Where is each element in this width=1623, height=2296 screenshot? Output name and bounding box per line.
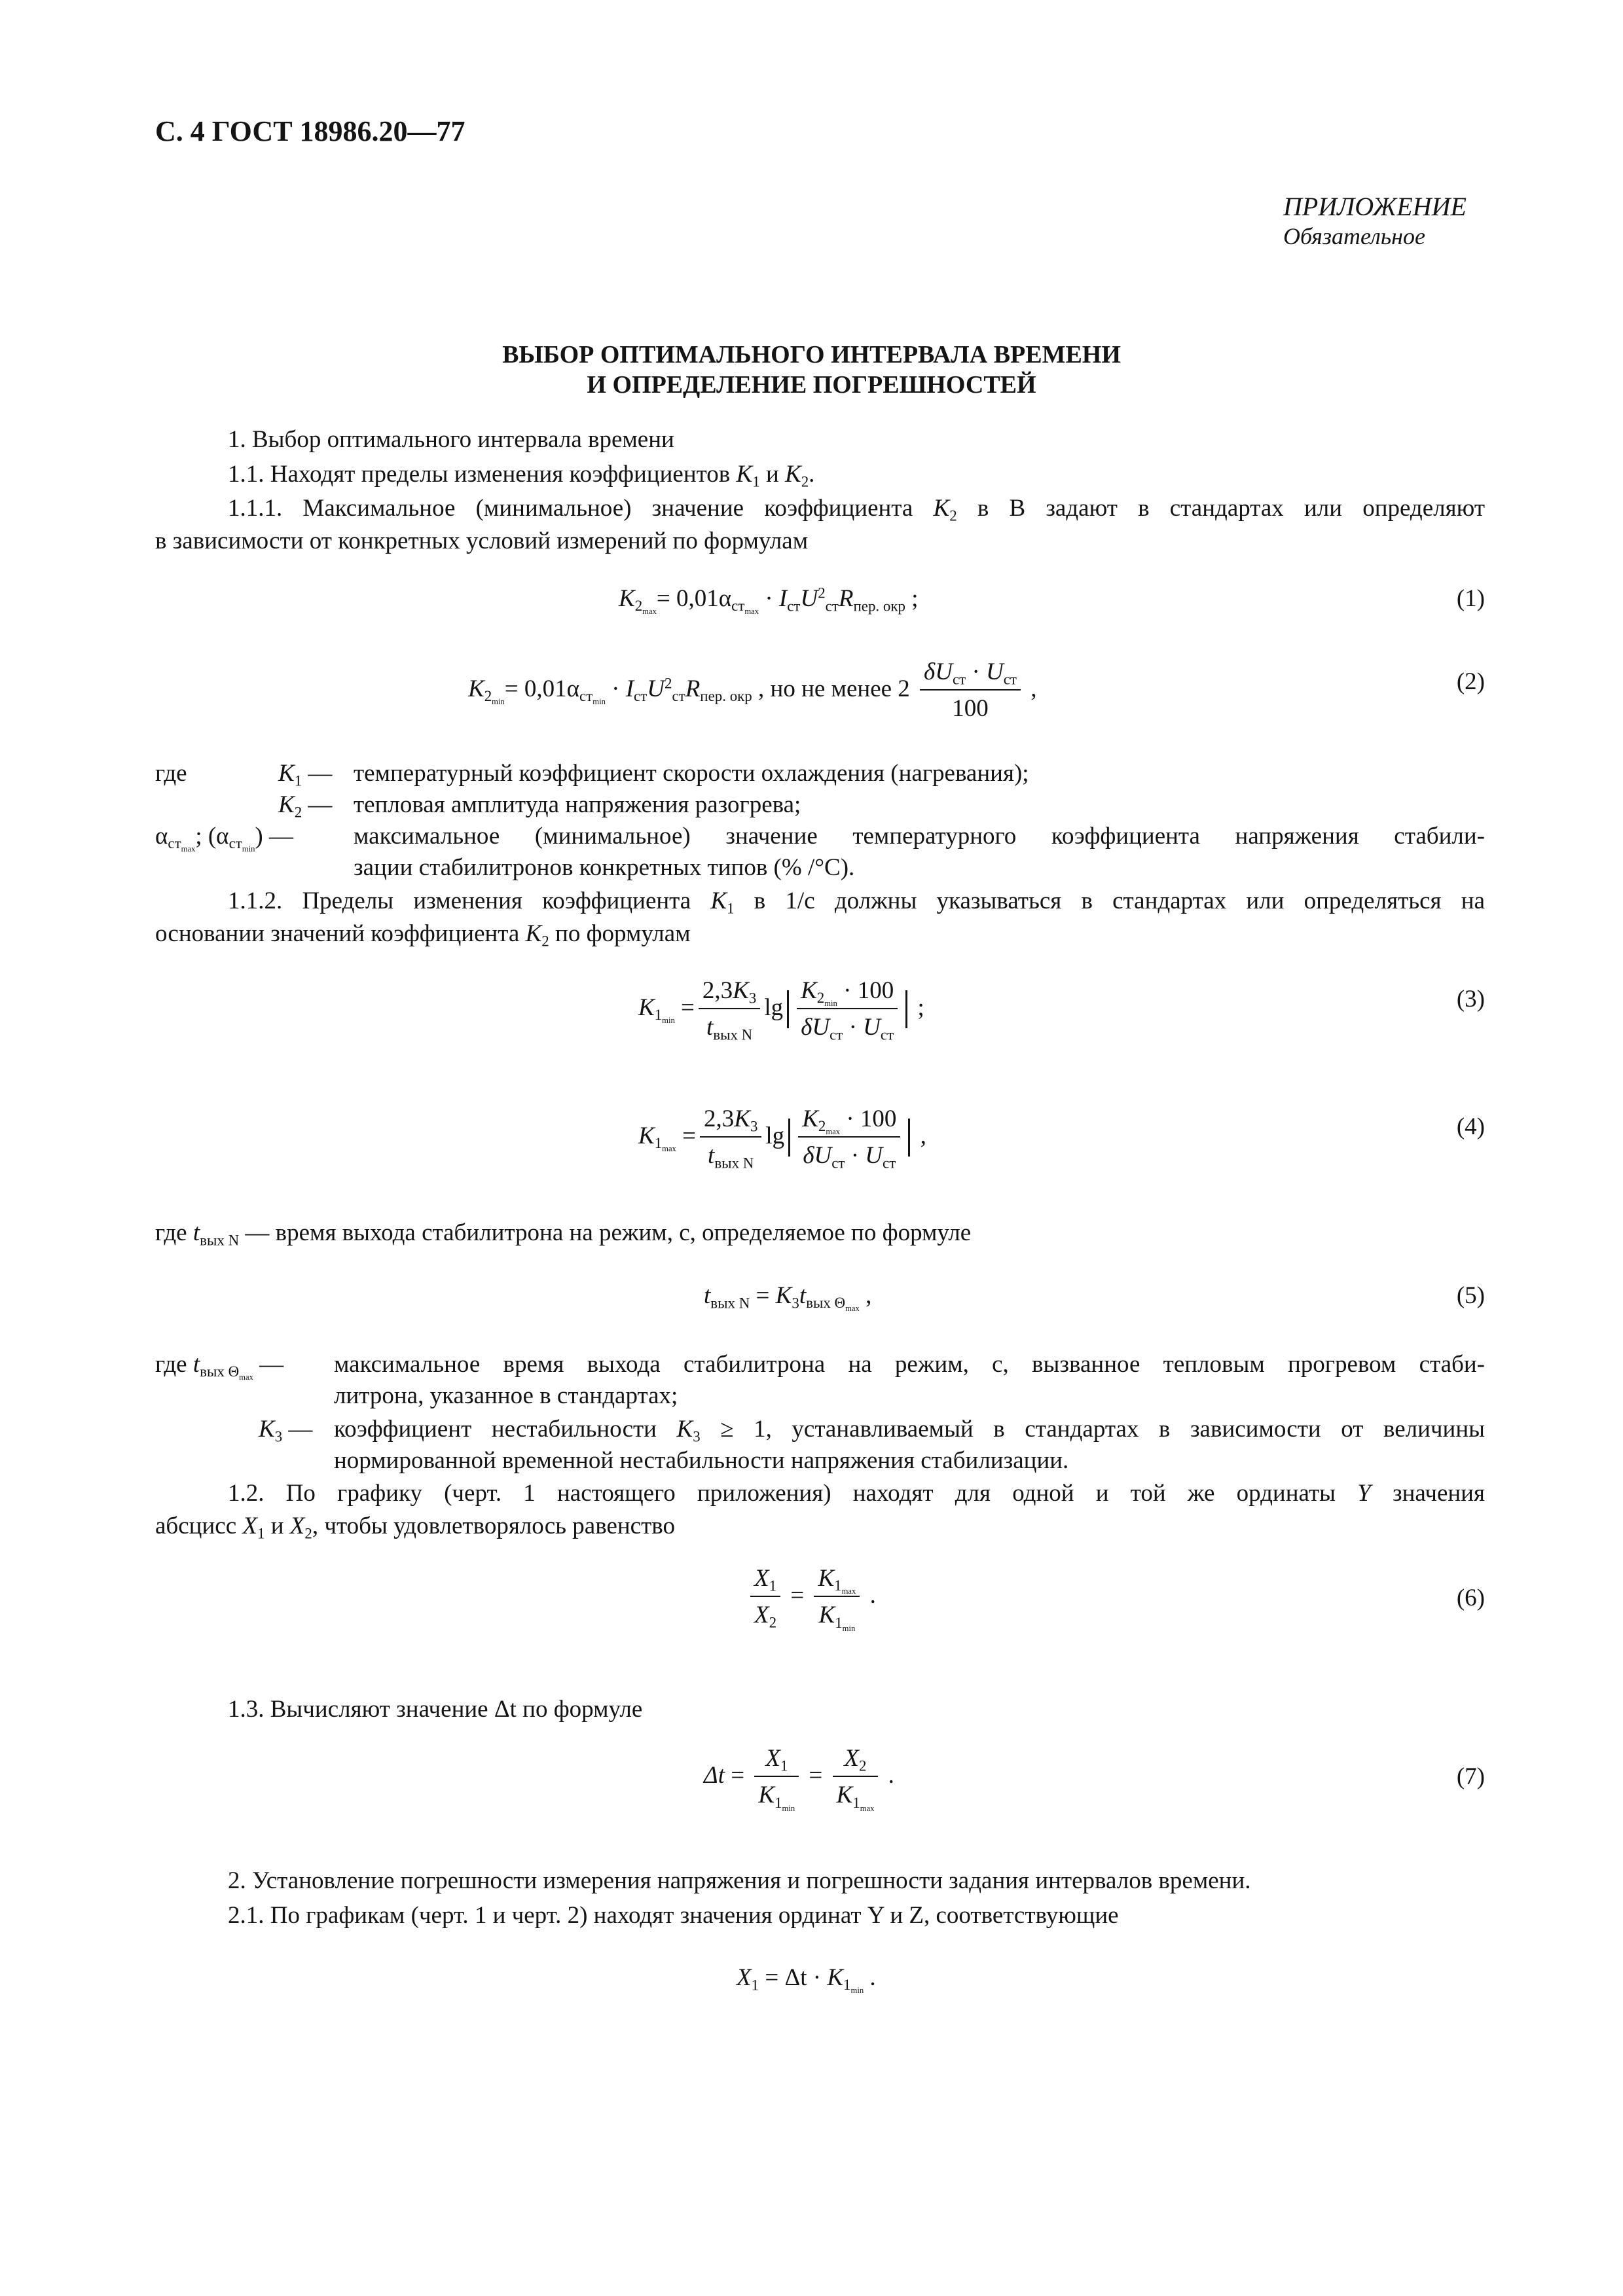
def-k3-text-1: коэффициент нестабильности $K_3 \ge 1$, устанавливаемый в стандартах в зависимости от величины <box>334 1416 1485 1445</box>
where-label: где <box>155 760 187 787</box>
equation-number-3: (3) <box>1456 986 1485 1013</box>
fraction-6a: $\frac{X_1}{X_2}$ <box>750 1564 780 1630</box>
para-1-1: 1.1. Находят пределы изменения коэффициентов $K_1$ и $K_2$. <box>228 461 815 490</box>
fraction-4b: $\frac{K_{2_{max}} \cdot 100}{\delta U_{ст} \cdot U_{ст}}$ <box>798 1105 900 1171</box>
fraction-6b: $\frac{K_{1_{max}}}{K_{1_{min}}}$ <box>814 1564 860 1630</box>
para-1-2-line1: 1.2. По графику (черт. 1 настоящего приложения) находят для одной и той же ординаты Y значения <box>228 1480 1485 1507</box>
equation-number-1: (1) <box>1456 585 1485 612</box>
section-1-heading: 1. Выбор оптимального интервала времени <box>228 426 674 453</box>
def-k3-symbol: $K_3$ — <box>259 1416 313 1445</box>
para-1-3: 1.3. Вычисляют значение Δt по формуле <box>228 1696 643 1723</box>
def-tmax-text-2: литрона, указанное в стандартах; <box>334 1382 678 1409</box>
para-1-1-2-line1: 1.1.2. Пределы изменения коэффициента $K_1$ в 1/с должны указываться в стандартах или определяться на <box>228 888 1485 917</box>
title-line-1: ВЫБОР ОПТИМАЛЬНОГО ИНТЕРВАЛА ВРЕМЕНИ <box>502 341 1121 368</box>
def-k2-text: тепловая амплитуда напряжения разогрева; <box>354 791 801 818</box>
def-tmax-symbol: где $t_{вых \Theta_{max}}$ — <box>155 1351 284 1382</box>
equation-6: $\frac{X_1}{X_2}$ = $\frac{K_{1_{max}}}{K_{1_{min}}}$ . <box>746 1564 876 1630</box>
fraction-7a: $\frac{X_1}{K_{1_{min}}}$ <box>754 1744 799 1810</box>
para-1-1-1-line2: в зависимости от конкретных условий измерений по формулам <box>155 528 809 554</box>
equation-5: $t_{вых N} = K_3t_{вых \Theta_{max}}$ , <box>704 1282 872 1314</box>
para-1-2-line2: абсцисс $X_1$ и $X_2$, чтобы удовлетворялось равенство <box>155 1513 675 1542</box>
equation-number-6: (6) <box>1456 1585 1485 1611</box>
equation-4: $K_{1_{max}}$ = $\frac{2,3K_3}{t_{вых N}}$ lg $\frac{K_{2_{max}} \cdot 100}{\delta U_{ст} \cdot U_{ст}}$ , <box>638 1105 926 1172</box>
section-2-heading: 2. Установление погрешности измерения напряжения и погрешности задания интервалов времени. <box>228 1867 1251 1894</box>
def-k3-text-2: нормированной временной нестабильности напряжения стабилизации. <box>334 1447 1069 1474</box>
equation-number-4: (4) <box>1456 1113 1485 1140</box>
title-line-2: И ОПРЕДЕЛЕНИЕ ПОГРЕШНОСТЕЙ <box>587 371 1036 399</box>
def-k2-symbol: $K_2$ — <box>278 791 333 821</box>
equation-1: $K_{2_{max}}= 0,01\alpha_{ст_{max}} \cdot I_{ст}U^2_{ст}R_{пер. окр}$ ; <box>619 584 919 617</box>
equation-3: $K_{1_{min}}$ = $\frac{2,3K_3}{t_{вых N}}$ lg $\frac{K_{2_{min}} \cdot 100}{\delta U_{ст} \cdot U_{ст}}$ ; <box>638 977 924 1043</box>
equation-2: $K_{2_{min}}= 0,01\alpha_{ст_{min}} \cdot I_{ст}U^2_{ст}R_{пер. окр}$ , но не менее 2 $\frac{\delta U_{ст} \cdot U_{ст}}{100}$ , <box>468 658 1036 724</box>
para-2-1: 2.1. По графикам (черт. 1 и черт. 2) находят значения ординат Y и Z, соответствующие <box>228 1902 1119 1929</box>
def-alpha-text-2: зации стабилитронов конкретных типов (% /°C). <box>354 854 855 881</box>
def-tmax-text-1: максимальное время выхода стабилитрона на режим, с, вызванное тепловым прогревом стаби- <box>334 1351 1485 1378</box>
def-k1-symbol: $K_1$ — <box>278 760 333 789</box>
equation-final: $X_1 = \Delta t \cdot K_{1_{min}}$ . <box>737 1964 876 1996</box>
equation-number-7: (7) <box>1456 1763 1485 1790</box>
equation-number-2: (2) <box>1456 668 1485 695</box>
fraction-3b: $\frac{K_{2_{min}} \cdot 100}{\delta U_{ст} \cdot U_{ст}}$ <box>797 977 898 1043</box>
equation-7: Δt = $\frac{X_1}{K_{1_{min}}}$ = $\frac{X_2}{K_{1_{max}}}$ . <box>704 1745 894 1813</box>
fraction-3a: $\frac{2,3K_3}{t_{вых N}}$ <box>699 977 760 1043</box>
appendix-type: Обязательное <box>1283 223 1425 249</box>
equation-number-5: (5) <box>1456 1282 1485 1309</box>
def-alpha-text-1: максимальное (минимальное) значение температурного коэффициента напряжения стабили- <box>354 823 1485 850</box>
appendix-label: ПРИЛОЖЕНИЕ <box>1283 192 1467 221</box>
fraction-7b: $\frac{X_2}{K_{1_{max}}}$ <box>833 1744 879 1810</box>
fraction-2: $\frac{\delta U_{ст} \cdot U_{ст}}{100}$ <box>920 658 1021 724</box>
def-k1-text: температурный коэффициент скорости охлаждения (нагревания); <box>354 760 1029 787</box>
page-header: С. 4 ГОСТ 18986.20—77 <box>155 115 465 147</box>
def-alpha-symbol: $\alpha_{ст_{max}}$; $(\alpha_{ст_{min}})$ — <box>155 823 293 854</box>
para-1-1-1-line1: 1.1.1. Максимальное (минимальное) значение коэффициента $K_2$ в В задают в стандартах или определяют <box>228 495 1485 524</box>
fraction-4a: $\frac{2,3K_3}{t_{вых N}}$ <box>700 1105 761 1171</box>
where-t-line: где $t_{вых N}$ — время выхода стабилитрона на режим, с, определяемое по формуле <box>155 1219 972 1249</box>
para-1-1-2-line2: основании значений коэффициента $K_2$ по формулам <box>155 920 691 950</box>
